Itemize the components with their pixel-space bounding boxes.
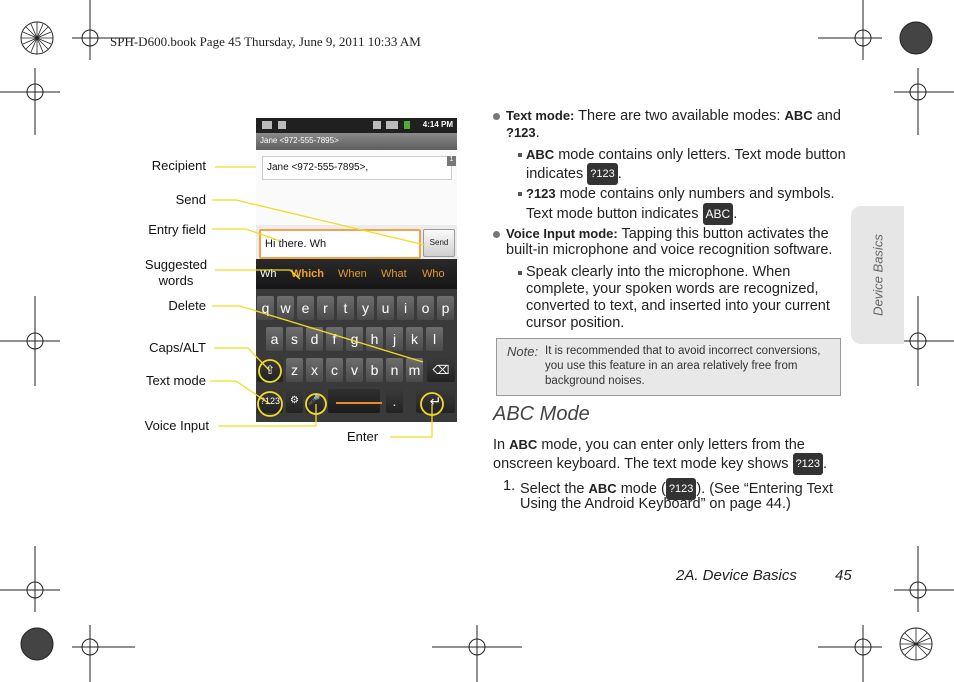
- suggestion-word[interactable]: Which: [291, 268, 324, 280]
- callout-delete: Delete: [168, 298, 206, 313]
- key-c[interactable]: c: [326, 358, 343, 382]
- suggestion-word[interactable]: Who: [422, 268, 445, 280]
- key-q[interactable]: q: [257, 296, 274, 320]
- q123-sub-line1: [526, 185, 835, 203]
- q123-key-icon: ?123: [793, 453, 823, 475]
- abc-mode-text: mode, you can enter only letters from the: [537, 437, 805, 453]
- key-m[interactable]: m: [406, 358, 423, 382]
- suggestion-word[interactable]: Wh: [260, 268, 277, 280]
- settings-key[interactable]: ⚙: [286, 389, 303, 413]
- abc-term: ABC: [588, 480, 617, 496]
- text-mode-label: Text mode:: [506, 108, 575, 123]
- abc-sub-line2: [526, 163, 622, 185]
- voice-label: Voice Input mode:: [506, 226, 618, 241]
- note-text: It is recommended that to avoid incorrect conversions, you use this feature in an area relatively free from background noises.: [545, 345, 821, 387]
- delete-key[interactable]: ⌫: [427, 358, 455, 382]
- text-mode-key[interactable]: ?123: [257, 389, 283, 413]
- footer-page-number: 45: [835, 567, 852, 584]
- step-line2: Using the Android Keyboard” on page 44.): [520, 496, 791, 512]
- key-k[interactable]: k: [406, 327, 423, 351]
- q123-term: ?123: [526, 186, 556, 201]
- key-o[interactable]: o: [417, 296, 434, 320]
- step-text: mode (: [616, 480, 666, 497]
- voice-sub-line3: converted to text, and inserted into your current: [526, 298, 830, 314]
- square-bullet: [518, 153, 522, 157]
- key-t[interactable]: t: [337, 296, 354, 320]
- voice-sub-line2: complete, your spoken words are recognized,: [526, 281, 819, 297]
- entry-text: Hi there. Wh: [265, 238, 327, 250]
- key-i[interactable]: i: [397, 296, 414, 320]
- callout-send: Send: [175, 192, 206, 207]
- bullet: [493, 231, 500, 238]
- step-text: ). (See “Entering Text: [696, 480, 834, 497]
- q123-sub-text: mode contains only numbers and symbols.: [555, 186, 835, 202]
- bullet: [493, 113, 500, 120]
- abc-sub-line1: [526, 146, 846, 164]
- square-bullet: [518, 192, 522, 196]
- key-b[interactable]: b: [366, 358, 383, 382]
- key-p[interactable]: p: [437, 296, 454, 320]
- q123-key-icon: ?123: [666, 478, 696, 500]
- abc-mode-para-line2: [493, 453, 827, 475]
- callout-voice-input: Voice Input: [144, 418, 209, 433]
- key-f[interactable]: f: [326, 327, 343, 351]
- q123-sub-text2: Text mode button indicates: [526, 205, 703, 222]
- key-y[interactable]: y: [357, 296, 374, 320]
- status-time: 4:14 PM: [422, 120, 453, 129]
- suggestion-word[interactable]: When: [338, 268, 367, 280]
- period-text: .: [535, 125, 540, 141]
- q123-sub-line2: [526, 203, 737, 225]
- square-bullet: [518, 271, 522, 275]
- q123-term: ?123: [506, 125, 536, 140]
- conversation-title: Jane <972-555-7895>: [260, 136, 339, 145]
- abc-key-icon: ABC: [703, 203, 734, 225]
- footer-section: 2A. Device Basics: [676, 567, 797, 584]
- voice-sub-line4: cursor position.: [526, 315, 625, 331]
- callout-enter: Enter: [347, 429, 379, 444]
- note-box: [496, 338, 841, 396]
- key-s[interactable]: s: [286, 327, 303, 351]
- abc-sub-text2: indicates: [526, 165, 588, 182]
- voice-input-key[interactable]: 🎤: [306, 389, 323, 413]
- note-label: Note:: [507, 344, 539, 359]
- key-l[interactable]: l: [426, 327, 443, 351]
- period-text: .: [733, 205, 738, 222]
- abc-mode-para-line1: [493, 436, 805, 454]
- abc-term: ABC: [784, 108, 813, 123]
- key-v[interactable]: v: [346, 358, 363, 382]
- callout-entry-field: Entry field: [148, 222, 206, 237]
- text-mode-para-2: [506, 124, 540, 142]
- abc-term: ABC: [526, 147, 555, 162]
- key-u[interactable]: u: [377, 296, 394, 320]
- callout-suggested-line2: words: [158, 273, 194, 288]
- step-text: Select the: [520, 480, 589, 497]
- and-word: and: [812, 108, 841, 124]
- side-tab-label: Device Basics: [870, 234, 885, 316]
- text-mode-desc: There are two available modes:: [574, 108, 785, 124]
- abc-mode-text: In: [493, 437, 510, 453]
- key-z[interactable]: z: [286, 358, 303, 382]
- callout-text-mode: Text mode: [146, 373, 206, 388]
- key-j[interactable]: j: [386, 327, 403, 351]
- period-key[interactable]: .: [386, 389, 403, 413]
- suggestion-word[interactable]: What: [381, 268, 407, 280]
- voice-para-line1: [506, 225, 829, 243]
- q123-key-icon: ?123: [587, 163, 617, 185]
- print-header: SPH-D600.book Page 45 Thursday, June 9, 2011 10:33 AM: [110, 34, 421, 49]
- abc-term: ABC: [509, 437, 538, 452]
- key-h[interactable]: h: [366, 327, 383, 351]
- key-a[interactable]: a: [266, 327, 283, 351]
- recipient-count-badge: 1: [447, 156, 456, 166]
- voice-sub-line1: Speak clearly into the microphone. When: [526, 264, 791, 280]
- key-x[interactable]: x: [306, 358, 323, 382]
- period-text: .: [823, 455, 828, 472]
- period-text: .: [617, 165, 622, 182]
- key-d[interactable]: d: [306, 327, 323, 351]
- key-n[interactable]: n: [386, 358, 403, 382]
- key-w[interactable]: w: [277, 296, 294, 320]
- step-number: 1.: [503, 478, 516, 494]
- voice-desc: Tapping this button activates the: [617, 226, 829, 242]
- send-button[interactable]: Send: [423, 229, 455, 257]
- callout-suggested-line1: Suggested: [144, 257, 208, 272]
- abc-sub-text: mode contains only letters. Text mode button: [554, 147, 846, 163]
- callout-recipient: Recipient: [151, 158, 206, 173]
- enter-key[interactable]: ↵: [416, 389, 455, 413]
- key-r[interactable]: r: [317, 296, 334, 320]
- caps-alt-key[interactable]: ⇧: [257, 358, 283, 382]
- recipient-text: Jane <972-555-7895>,: [267, 162, 369, 173]
- key-e[interactable]: e: [297, 296, 314, 320]
- callout-caps-alt: Caps/ALT: [149, 340, 206, 355]
- abc-mode-heading: ABC Mode: [493, 403, 590, 425]
- text-mode-para: [506, 107, 841, 125]
- voice-para-line2: built-in microphone and voice recognition software.: [506, 242, 833, 258]
- abc-mode-text: onscreen keyboard. The text mode key shows: [493, 455, 793, 472]
- key-g[interactable]: g: [346, 327, 363, 351]
